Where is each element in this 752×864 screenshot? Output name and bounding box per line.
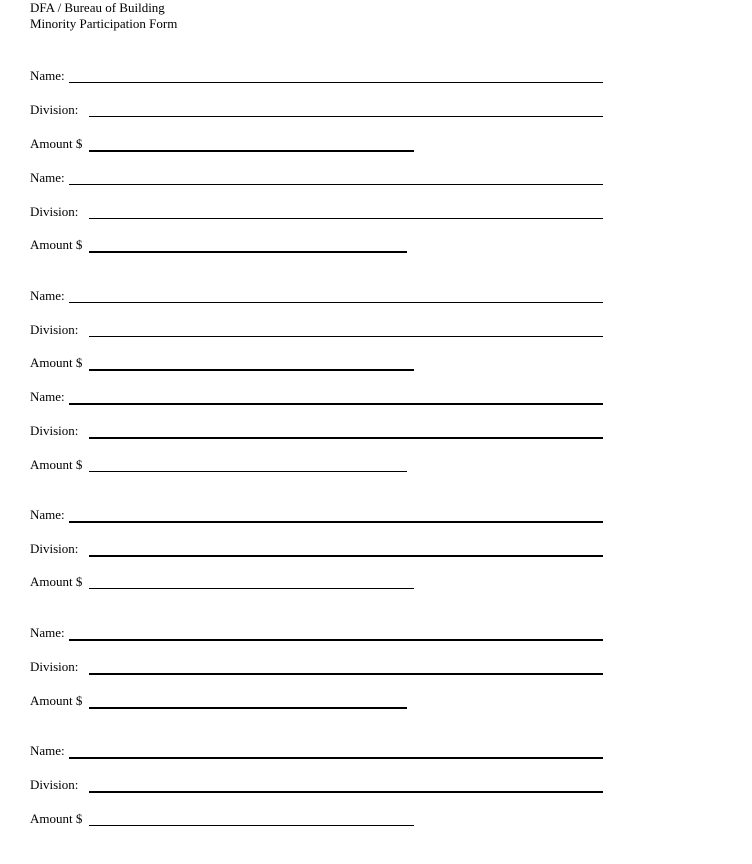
entry-line[interactable] [89, 791, 603, 793]
field-label: Name: [30, 625, 65, 640]
entry-line[interactable] [89, 707, 407, 709]
field-label: Amount $ [30, 136, 83, 151]
field-label: Division: [30, 777, 79, 792]
field-label: Amount $ [30, 457, 83, 472]
entry-line[interactable] [89, 251, 407, 253]
field-label: Division: [30, 659, 79, 674]
field-label: Amount $ [30, 237, 83, 252]
form-header [30, 0, 177, 32]
entry-line[interactable] [69, 403, 603, 405]
field-label: Name: [30, 507, 65, 522]
entry-line[interactable] [89, 673, 603, 675]
entry-line[interactable] [69, 302, 603, 303]
form-subtitle: Minority Participation Form [30, 16, 178, 31]
entry-line[interactable] [89, 336, 603, 337]
field-label: Division: [30, 102, 79, 117]
field-label: Division: [30, 541, 79, 556]
entry-line[interactable] [89, 116, 603, 117]
entry-line[interactable] [89, 825, 414, 826]
entry-line[interactable] [89, 369, 414, 371]
field-label: Name: [30, 389, 65, 404]
entry-line[interactable] [89, 218, 603, 219]
entry-line[interactable] [89, 555, 603, 557]
field-label: Name: [30, 170, 65, 185]
field-label: Amount $ [30, 693, 83, 708]
field-label: Amount $ [30, 574, 83, 589]
field-label: Amount $ [30, 811, 83, 826]
field-label: Amount $ [30, 355, 83, 370]
entry-line[interactable] [89, 150, 414, 152]
field-label: Name: [30, 288, 65, 303]
field-label: Name: [30, 743, 65, 758]
entry-line[interactable] [89, 437, 603, 439]
entry-line[interactable] [69, 757, 603, 759]
entry-line[interactable] [69, 82, 603, 83]
entry-line[interactable] [89, 588, 414, 589]
field-label: Division: [30, 204, 79, 219]
entry-line[interactable] [69, 184, 603, 185]
field-label: Division: [30, 322, 79, 337]
field-label: Name: [30, 68, 65, 83]
form-title: DFA / Bureau of Building [30, 0, 165, 15]
entry-line[interactable] [69, 639, 603, 641]
entry-line[interactable] [69, 521, 603, 523]
field-label: Division: [30, 423, 79, 438]
entry-line[interactable] [89, 471, 407, 472]
